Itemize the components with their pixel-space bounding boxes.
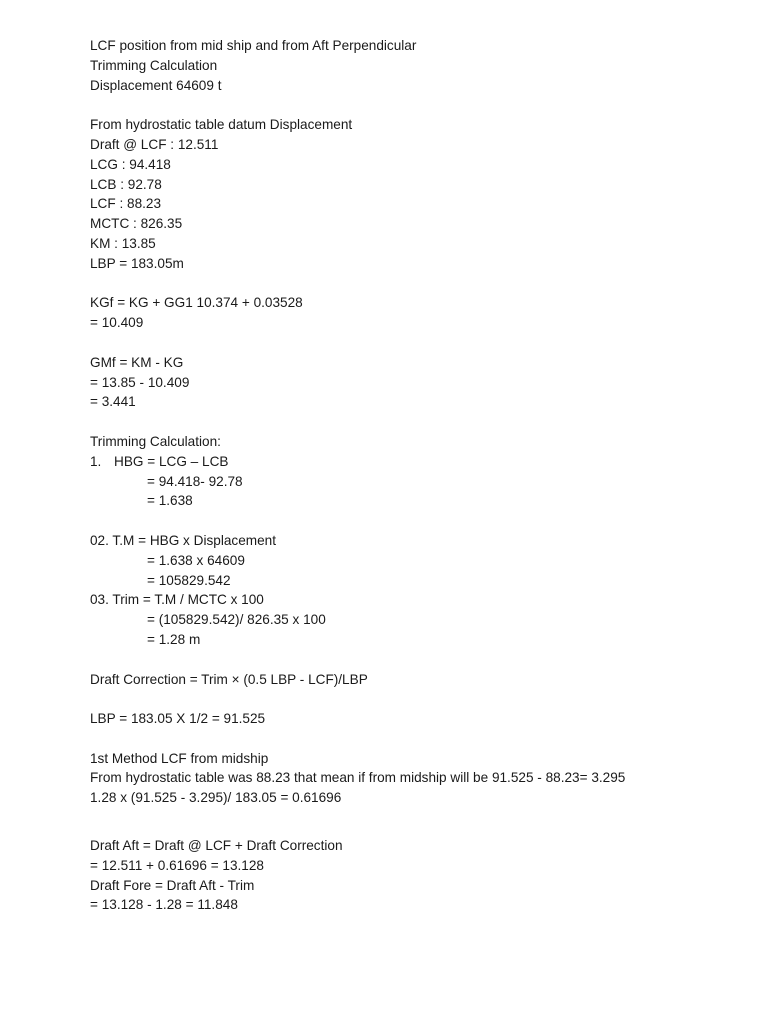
step1-result: = 1.638	[147, 493, 193, 509]
step3-formula: 03. Trim = T.M / MCTC x 100	[90, 592, 264, 608]
draft-fore-formula: Draft Fore = Draft Aft - Trim	[90, 877, 255, 893]
method1-heading: 1st Method LCF from midship	[90, 750, 269, 766]
step1-formula: HBG = LCG – LCB	[114, 453, 229, 469]
step3-result: = 1.28 m	[147, 631, 201, 647]
draft-fore-result: = 13.128 - 1.28 = 11.848	[90, 897, 238, 913]
draft-correction-formula: Draft Correction = Trim × (0.5 LBP - LCF)/LBP	[90, 671, 368, 687]
step1-number: 1.	[90, 453, 102, 469]
step3-substitution: = (105829.542)/ 826.35 x 100	[147, 612, 326, 628]
lcg-line: LCG : 94.418	[90, 156, 171, 172]
gmf-substitution: = 13.85 - 10.409	[90, 374, 190, 390]
mctc-line: MCTC : 826.35	[90, 216, 183, 232]
step2-result: = 105829.542	[147, 572, 231, 588]
step2-substitution: = 1.638 x 64609	[147, 552, 245, 568]
document-title: LCF position from mid ship and from Aft Perpendicular	[90, 38, 417, 53]
method1-explanation: From hydrostatic table was 88.23 that mean if from midship will be 91.525 - 88.23= 3.295	[90, 770, 626, 786]
step1-substitution: = 94.418- 92.78	[147, 473, 243, 489]
half-lbp-line: LBP = 183.05 X 1/2 = 91.525	[90, 711, 266, 727]
draft-aft-formula: Draft Aft = Draft @ LCF + Draft Correction	[90, 838, 343, 854]
document-page	[90, 36, 750, 915]
lbp-line: LBP = 183.05m	[90, 255, 184, 271]
draft-lcf-line: Draft @ LCF : 12.511	[90, 136, 219, 152]
gmf-result: = 3.441	[90, 394, 136, 410]
step2-formula: 02. T.M = HBG x Displacement	[90, 532, 276, 548]
kgf-formula: KGf = KG + GG1 10.374 + 0.03528	[90, 295, 303, 311]
trimming-heading: Trimming Calculation:	[90, 433, 221, 449]
hydrostatic-heading: From hydrostatic table datum Displacement	[90, 117, 353, 133]
lcb-line: LCB : 92.78	[90, 176, 162, 192]
method1-calculation: 1.28 x (91.525 - 3.295)/ 183.05 = 0.61696	[90, 790, 342, 806]
document-subtitle: Trimming Calculation	[90, 57, 218, 73]
km-line: KM : 13.85	[90, 235, 156, 251]
step1-line	[90, 452, 750, 472]
gmf-formula: GMf = KM - KG	[90, 354, 184, 370]
kgf-result: = 10.409	[90, 315, 144, 331]
draft-aft-result: = 12.511 + 0.61696 = 13.128	[90, 857, 264, 873]
displacement-line: Displacement 64609 t	[90, 77, 222, 93]
lcf-line: LCF : 88.23	[90, 196, 162, 212]
